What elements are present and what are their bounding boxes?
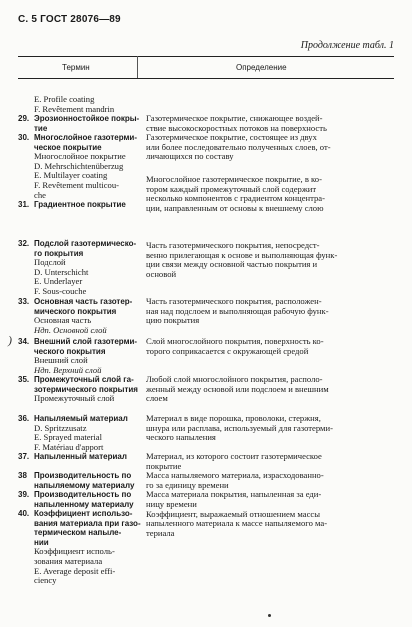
term-name: зотермического покрытия — [34, 384, 138, 394]
definition-line: ции, направленным от основы к внешнему слою — [146, 202, 324, 213]
term-entry — [18, 452, 140, 462]
term-number: 31. — [18, 200, 30, 209]
term-entry — [18, 490, 140, 509]
table-top-rule — [18, 56, 394, 57]
definition-entry — [146, 175, 396, 213]
term-name: Напыленный материал — [34, 452, 127, 461]
definition-line: териала — [146, 527, 175, 538]
term-number: 32. — [18, 239, 30, 248]
definition-line: Материал в виде порошка, проволоки, стержня, — [146, 413, 321, 423]
term-name: Подслой газотермическо- — [34, 239, 137, 248]
term-synonym: Внешний слой — [34, 355, 88, 366]
page-header: С. 5 ГОСТ 28076—89 — [18, 14, 121, 25]
definition-line: ницу времени — [146, 498, 197, 509]
definition-line: венно прилегающая к основе и выполняющая функ- — [146, 249, 338, 260]
definition-entry — [146, 414, 396, 443]
definition-entry — [146, 241, 396, 279]
definition-line: Масса материала покрытия, напыленная за еди- — [146, 489, 322, 500]
header-bottom-rule — [18, 78, 394, 79]
term-synonym: Подслой — [34, 257, 66, 268]
term-line — [18, 519, 140, 529]
term-name: Промежуточный слой га- — [34, 375, 134, 384]
term-name: Многослойное газотерми- — [34, 133, 138, 142]
term-line — [18, 452, 140, 462]
term-name: нии — [34, 537, 49, 547]
term-synonym: E. Underlayer — [34, 276, 83, 287]
term-entry — [18, 471, 140, 490]
term-line — [18, 576, 140, 586]
term-synonym: E. Profile coating — [34, 94, 95, 104]
definition-line: покрытие — [146, 460, 182, 471]
term-entry — [18, 239, 140, 297]
definition-line: личающихся по составу — [146, 151, 234, 162]
term-line — [18, 105, 140, 115]
term-synonym: F. Matériau d'apport — [34, 441, 104, 452]
term-synonym: F. Revêtement mandrin — [34, 103, 115, 114]
term-line — [18, 443, 140, 453]
term-line — [18, 326, 140, 336]
definition-line: напыленного материала к массе напыляемого ма- — [146, 518, 328, 529]
term-synonym: Промежуточный слой — [34, 393, 115, 404]
term-entry — [18, 95, 140, 114]
term-line — [18, 133, 140, 143]
term-synonym: Многослойное покрытие — [34, 151, 126, 162]
term-line — [18, 200, 140, 210]
term-name: термическом напыле- — [34, 528, 122, 538]
term-entry — [18, 297, 140, 335]
term-line — [18, 490, 140, 500]
term-line — [18, 366, 140, 376]
term-line — [18, 191, 140, 201]
term-number: 35. — [18, 375, 30, 384]
column-header-term: Термин — [62, 63, 90, 72]
definition-line: Материал, из которого состоит газотермическое — [146, 451, 322, 461]
term-synonym: D. Spritzzusatz — [34, 422, 87, 433]
definition-line: или более последовательно полученных слоев, от- — [146, 141, 331, 152]
term-not-recommended: Ндп. Верхний слой — [34, 364, 102, 375]
term-synonym: E. Average deposit effi- — [34, 565, 116, 576]
definition-line: цию покрытия — [146, 315, 200, 326]
term-name: напыленному материалу — [34, 499, 134, 509]
definition-line: ции связи между основной частью покрытия и — [146, 259, 318, 270]
term-entry — [18, 414, 140, 452]
definition-line: торого соприкасается с окружающей средой — [146, 345, 309, 356]
definition-entry — [146, 114, 396, 162]
term-synonym: E. Sprayed material — [34, 432, 103, 443]
term-synonym: зования материала — [34, 555, 103, 566]
definition-entry — [146, 297, 396, 326]
definition-line: Любой слой многослойного покрытия, располо- — [146, 374, 323, 384]
definition-line: Часть газотермического покрытия, непосредст- — [146, 240, 320, 250]
term-name: мического покрытия — [34, 306, 117, 316]
definition-line: Слой многослойного покрытия, поверхность ко- — [146, 336, 324, 346]
term-entry — [18, 114, 140, 133]
term-number: 33. — [18, 297, 30, 306]
definition-entry — [146, 452, 396, 538]
term-name: Напыляемый материал — [34, 414, 128, 423]
term-not-recommended: Ндп. Основной слой — [34, 324, 107, 335]
term-line — [18, 471, 140, 481]
term-name: вания материала при газо- — [34, 518, 141, 528]
term-number: 30. — [18, 133, 30, 142]
table-continuation-label: Продолжение табл. 1 — [300, 40, 394, 51]
term-name: Основная часть газотер- — [34, 297, 133, 306]
term-synonym: Коэффициент исполь- — [34, 546, 115, 557]
term-synonym: Основная часть — [34, 315, 92, 326]
definition-line: ная над подслоем и выполняющая рабочую функ- — [146, 305, 329, 316]
term-name: го покрытия — [34, 248, 84, 258]
term-name: ческое покрытие — [34, 142, 102, 152]
term-synonym: ciency — [34, 575, 57, 586]
term-line — [18, 124, 140, 134]
term-number: 36. — [18, 414, 30, 423]
term-name: напыляемому материалу — [34, 480, 135, 490]
term-line — [18, 287, 140, 297]
term-line — [18, 509, 140, 519]
term-synonym: F. Sous-couche — [34, 285, 87, 296]
term-synonym: E. Multilayer coating — [34, 170, 108, 181]
term-name: тие — [34, 123, 48, 133]
definition-entry — [146, 375, 396, 404]
term-entry — [18, 509, 140, 586]
term-line — [18, 375, 140, 385]
term-entry — [18, 337, 140, 375]
definition-line: Газотермическое покрытие, состоящее из двух — [146, 132, 317, 143]
term-line — [18, 297, 140, 307]
term-synonym: D. Mehrschichtenüberzug — [34, 160, 124, 171]
term-line — [18, 481, 140, 491]
definition-line: Масса напыляемого материала, израсходованно- — [146, 470, 324, 481]
term-name: Эрозионностойкое покры- — [34, 114, 140, 123]
definition-line: го за единицу времени — [146, 479, 229, 490]
term-name: Внешний слой газотерми- — [34, 337, 138, 346]
term-entry — [18, 133, 140, 200]
term-name: ческого покрытия — [34, 346, 106, 356]
column-header-definition: Определение — [236, 63, 287, 72]
term-synonym: D. Unterschicht — [34, 266, 89, 277]
definition-line: тором каждый промежуточный слой содержит — [146, 183, 317, 194]
definition-line: несколько компонентов с градиентом концентра- — [146, 193, 325, 204]
column-divider — [137, 56, 138, 78]
term-line — [18, 337, 140, 347]
term-line — [18, 394, 140, 404]
definition-line: ческого напыления — [146, 432, 216, 443]
definition-line: Коэффициент, выражаемый отношением массы — [146, 508, 320, 519]
definition-line: женный между основой или подслоем и внешним — [146, 383, 329, 394]
term-number: 37. — [18, 452, 30, 461]
term-number: 34. — [18, 337, 30, 346]
term-entry — [18, 200, 140, 210]
page-dot — [268, 614, 271, 617]
term-line — [18, 528, 140, 538]
definition-line: Многослойное газотермическое покрытие, в ко- — [146, 174, 322, 184]
term-number: 29. — [18, 114, 30, 123]
definition-line: шнура или расплава, используемый для газотерми- — [146, 422, 333, 433]
definition-entry — [146, 337, 396, 356]
term-entry — [18, 375, 140, 404]
term-number: 38 — [18, 471, 27, 480]
term-name: Коэффициент использо- — [34, 509, 133, 518]
term-number: 40. — [18, 509, 30, 518]
margin-mark: ) — [8, 333, 12, 347]
definition-line: слоем — [146, 393, 168, 404]
term-synonym: F. Revêtement multicou- — [34, 179, 119, 190]
term-line — [18, 114, 140, 124]
term-name: Градиентное покрытие — [34, 200, 126, 209]
definition-line: Газотермическое покрытие, снижающее воздей- — [146, 113, 323, 123]
definition-line: Часть газотермического покрытия, расположен- — [146, 296, 322, 306]
definition-line: основой — [146, 268, 177, 279]
term-line — [18, 239, 140, 249]
definition-line: ствие высокоскоростных потоков на поверхность — [146, 122, 327, 133]
term-line — [18, 500, 140, 510]
term-number: 39. — [18, 490, 30, 499]
term-name: Производительность по — [34, 490, 132, 499]
term-name: Производительность по — [34, 471, 132, 480]
term-synonym: che — [34, 189, 46, 200]
